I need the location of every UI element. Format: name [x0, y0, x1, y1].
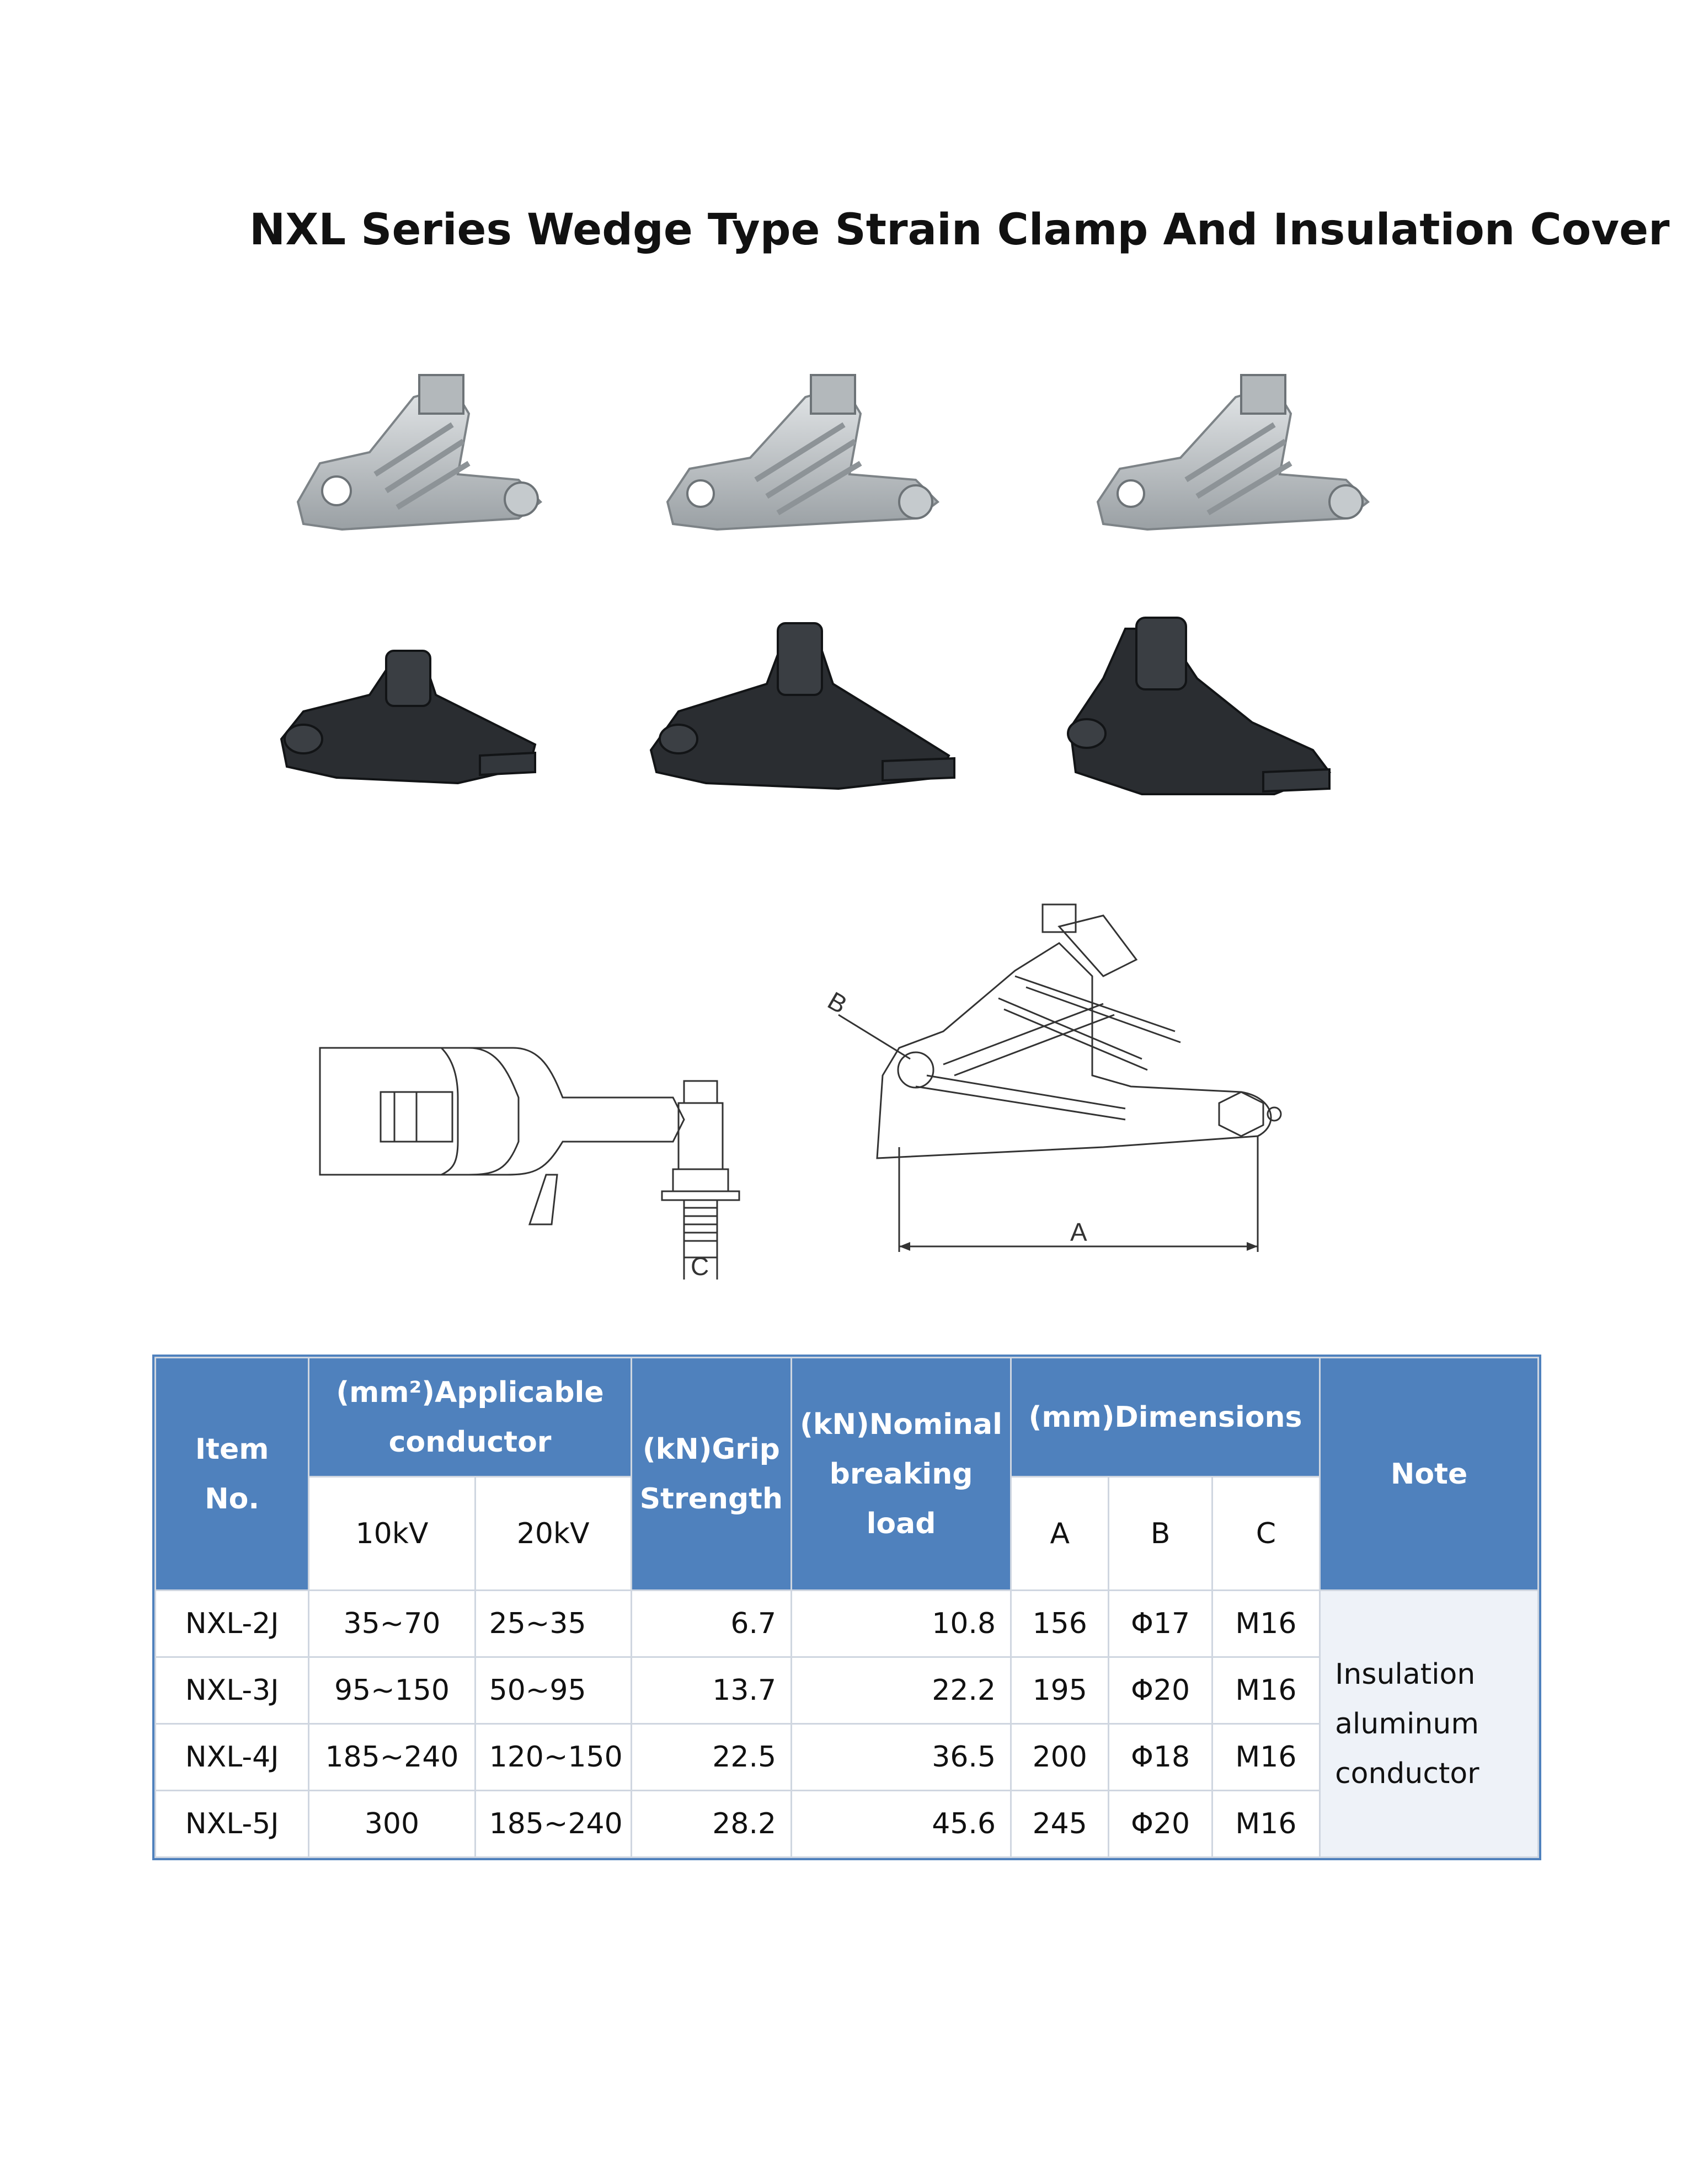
header-grip-strength: (kN)Grip Strength [631, 1358, 791, 1591]
front-view-drawing [816, 893, 1346, 1268]
insulation-cover-photo-3 [1054, 596, 1340, 816]
dimension-label-a: A [1070, 1218, 1087, 1246]
aluminum-clamp-photo-3 [1087, 364, 1385, 540]
insulation-cover-photo-1 [270, 629, 546, 805]
cell-note [1320, 1591, 1539, 1858]
arrow-icon [1247, 1242, 1258, 1251]
cell-10kv: 300 [309, 1791, 475, 1858]
arrow-icon [899, 1242, 910, 1251]
header-nominal-breaking-load: (kN)Nominal breaking load [792, 1358, 1011, 1591]
cell-nominal-breaking-load: 22.2 [792, 1657, 1011, 1724]
header-item-no: Item No. [156, 1358, 309, 1591]
cell-item-no: NXL-3J [156, 1657, 309, 1724]
cell-10kv: 35~70 [309, 1591, 475, 1657]
specification-table [154, 1357, 1539, 1858]
header-applicable-conductor: (mm²)Applicable conductor [309, 1358, 631, 1477]
cell-item-no: NXL-2J [156, 1591, 309, 1657]
header-20kv: 20kV [475, 1477, 631, 1591]
note-text: Insulation aluminum conductor [1335, 1657, 1479, 1790]
cell-dimension-a: 156 [1011, 1591, 1109, 1657]
header-10kv: 10kV [309, 1477, 475, 1591]
cell-nominal-breaking-load: 36.5 [792, 1724, 1011, 1791]
cell-20kv: 50~95 [475, 1657, 631, 1724]
table-row [156, 1591, 1539, 1657]
cell-dimension-b: Φ20 [1109, 1657, 1212, 1724]
cell-item-no: NXL-4J [156, 1724, 309, 1791]
side-view-drawing [309, 1026, 778, 1291]
cell-grip-strength: 13.7 [631, 1657, 791, 1724]
cell-10kv: 95~150 [309, 1657, 475, 1724]
header-dimension-c: C [1212, 1477, 1320, 1591]
cell-20kv: 25~35 [475, 1591, 631, 1657]
cell-dimension-c: M16 [1212, 1657, 1320, 1724]
cell-20kv: 185~240 [475, 1791, 631, 1858]
header-dimensions: (mm)Dimensions [1011, 1358, 1320, 1477]
cell-dimension-a: 245 [1011, 1791, 1109, 1858]
insulation-cover-photo-2 [640, 601, 960, 811]
cell-10kv: 185~240 [309, 1724, 475, 1791]
cell-item-no: NXL-5J [156, 1791, 309, 1858]
cell-dimension-c: M16 [1212, 1724, 1320, 1791]
aluminum-clamp-photo-2 [656, 364, 954, 540]
cell-dimension-a: 195 [1011, 1657, 1109, 1724]
cell-nominal-breaking-load: 45.6 [792, 1791, 1011, 1858]
aluminum-clamp-photo-1 [287, 364, 552, 540]
cell-dimension-c: M16 [1212, 1791, 1320, 1858]
cell-dimension-a: 200 [1011, 1724, 1109, 1791]
cell-grip-strength: 28.2 [631, 1791, 791, 1858]
cell-dimension-c: M16 [1212, 1591, 1320, 1657]
dimension-label-c: C [691, 1252, 709, 1281]
cell-dimension-b: Φ18 [1109, 1724, 1212, 1791]
cell-dimension-b: Φ17 [1109, 1591, 1212, 1657]
cell-dimension-b: Φ20 [1109, 1791, 1212, 1858]
page-title: NXL Series Wedge Type Strain Clamp And Insulation Cover [249, 205, 1670, 255]
cell-grip-strength: 22.5 [631, 1724, 791, 1791]
header-dimension-b: B [1109, 1477, 1212, 1591]
header-dimension-a: A [1011, 1477, 1109, 1591]
cell-nominal-breaking-load: 10.8 [792, 1591, 1011, 1657]
cell-20kv: 120~150 [475, 1724, 631, 1791]
cell-grip-strength: 6.7 [631, 1591, 791, 1657]
header-note: Note [1320, 1358, 1539, 1591]
dimension-label-b: B [822, 986, 852, 1019]
